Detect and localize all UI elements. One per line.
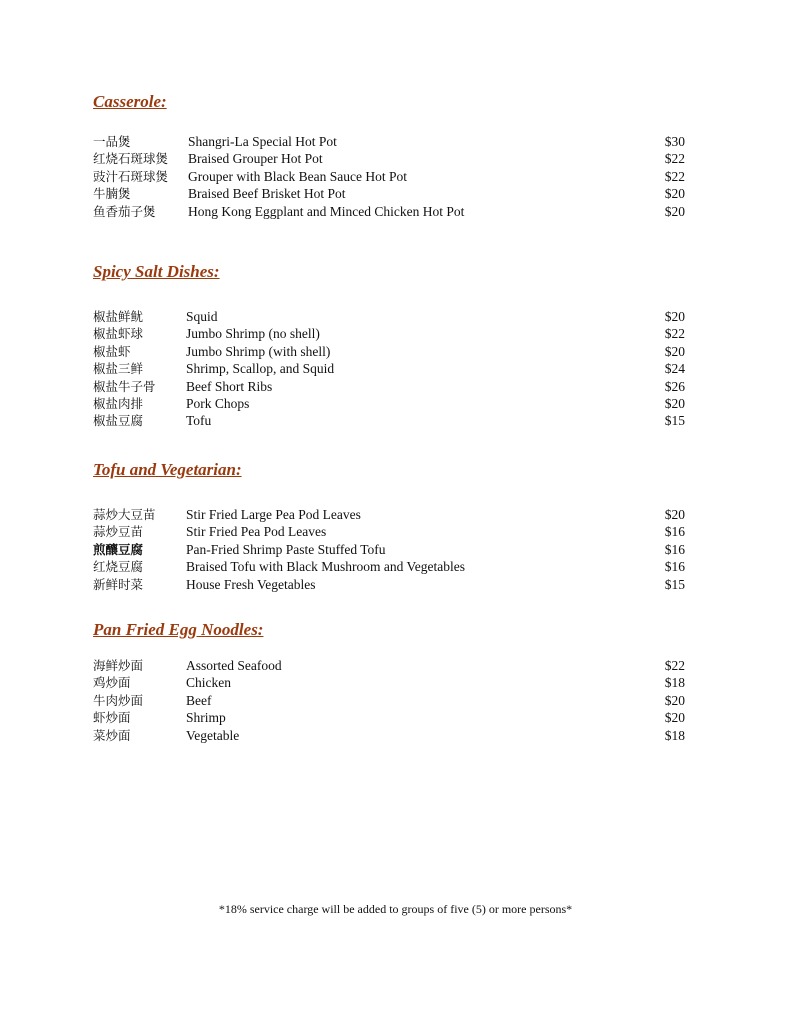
item-price: $22 [664,658,685,673]
item-price: $20 [664,507,685,522]
item-price: $15 [664,413,685,429]
item-price: $22 [664,151,685,167]
section-heading: Tofu and Vegetarian: [93,460,242,479]
item-english-name: Squid [186,309,218,324]
item-english-name: Pan-Fried Shrimp Paste Stuffed Tofu [186,541,386,557]
menu-item [93,674,693,691]
section-heading: Spicy Salt Dishes: [93,262,220,281]
item-english-name: Pork Chops [186,395,250,411]
item-english-name: Braised Grouper Hot Pot [188,151,323,167]
item-chinese-name: 海鲜炒面 [93,658,144,673]
item-chinese-name: 椒盐鲜鱿 [93,309,144,324]
menu-item [93,692,693,709]
menu-item [93,185,693,202]
item-chinese-name: 鱼香茄子煲 [93,203,156,219]
item-price: $22 [664,326,685,342]
menu-item [93,168,693,185]
item-english-name: Chicken [186,675,231,691]
item-chinese-name: 红烧石斑球煲 [93,151,169,167]
item-price: $22 [664,168,685,184]
item-chinese-name: 椒盐三鲜 [93,361,144,377]
item-price: $20 [664,203,685,219]
item-english-name: Tofu [186,413,212,429]
item-chinese-name: 鸡炒面 [93,675,131,691]
menu-item [93,523,693,540]
menu-item [93,378,693,395]
item-chinese-name: 豉汁石斑球煲 [93,168,169,184]
section-tofu-and-vegetarian [93,460,693,593]
menu-item [93,576,693,593]
menu-item [93,412,693,429]
section-pan-fried-egg-noodles [93,620,693,744]
menu-item [93,541,693,558]
menu-item [93,558,693,575]
item-price: $18 [664,727,685,743]
item-english-name: Assorted Seafood [186,658,282,673]
item-price: $16 [664,541,685,557]
item-english-name: Grouper with Black Bean Sauce Hot Pot [188,168,407,184]
item-chinese-name: 菜炒面 [93,727,131,743]
item-chinese-name: 椒盐虾 [93,343,131,359]
menu-item [93,343,693,360]
item-price: $20 [664,710,685,726]
menu-item [93,308,693,325]
menu-item [93,325,693,342]
item-chinese-name: 椒盐虾球 [93,326,144,342]
item-price: $20 [664,309,685,324]
item-chinese-name: 煎釀豆腐 [93,541,144,557]
item-price: $20 [664,692,685,708]
item-english-name: Stir Fried Pea Pod Leaves [186,524,327,540]
section-casserole [93,92,693,220]
section-spicy-salt-dishes [93,262,693,430]
item-price: $20 [664,186,685,202]
item-english-name: Vegetable [186,727,240,743]
item-price: $16 [664,524,685,540]
menu-item [93,727,693,744]
section-heading: Pan Fried Egg Noodles: [93,620,264,639]
item-chinese-name: 新鲜时菜 [93,576,144,592]
menu-item [93,150,693,167]
section-heading: Casserole: [93,92,167,111]
item-english-name: Jumbo Shrimp (with shell) [186,343,331,359]
item-chinese-name: 蒜炒豆苗 [93,524,144,540]
item-chinese-name: 椒盐牛子骨 [93,378,156,394]
item-english-name: Shrimp [186,710,226,726]
item-chinese-name: 牛肉炒面 [93,692,144,708]
item-price: $20 [664,343,685,359]
menu-item [93,133,693,150]
item-english-name: Beef [186,692,212,708]
item-english-name: Shrimp, Scallop, and Squid [186,361,335,377]
item-price: $20 [664,395,685,411]
item-chinese-name: 椒盐豆腐 [93,413,144,429]
item-english-name: Braised Beef Brisket Hot Pot [188,186,346,202]
item-english-name: Braised Tofu with Black Mushroom and Vegetables [186,559,466,575]
item-chinese-name: 牛腩煲 [93,186,131,202]
item-chinese-name: 椒盐肉排 [93,395,144,411]
item-chinese-name: 红烧豆腐 [93,559,144,575]
menu-item [93,360,693,377]
item-english-name: House Fresh Vegetables [186,576,316,592]
item-english-name: Hong Kong Eggplant and Minced Chicken Hot Pot [188,203,465,219]
item-price: $18 [664,675,685,691]
item-english-name: Stir Fried Large Pea Pod Leaves [186,507,361,522]
item-price: $30 [664,134,685,149]
item-english-name: Shangri-La Special Hot Pot [188,134,337,149]
menu-item [93,709,693,726]
menu-item [93,506,693,523]
item-price: $15 [664,576,685,592]
menu-item [93,203,693,220]
item-price: $26 [664,378,685,394]
item-price: $16 [664,559,685,575]
menu-item [93,657,693,674]
item-english-name: Jumbo Shrimp (no shell) [186,326,320,342]
service-charge-note: *18% service charge will be added to groups of five (5) or more persons* [218,902,573,916]
item-chinese-name: 虾炒面 [93,710,131,726]
item-chinese-name: 一品煲 [93,134,131,149]
item-english-name: Beef Short Ribs [186,378,273,394]
menu-item [93,395,693,412]
item-price: $24 [664,361,685,377]
item-chinese-name: 蒜炒大豆苗 [93,507,156,522]
